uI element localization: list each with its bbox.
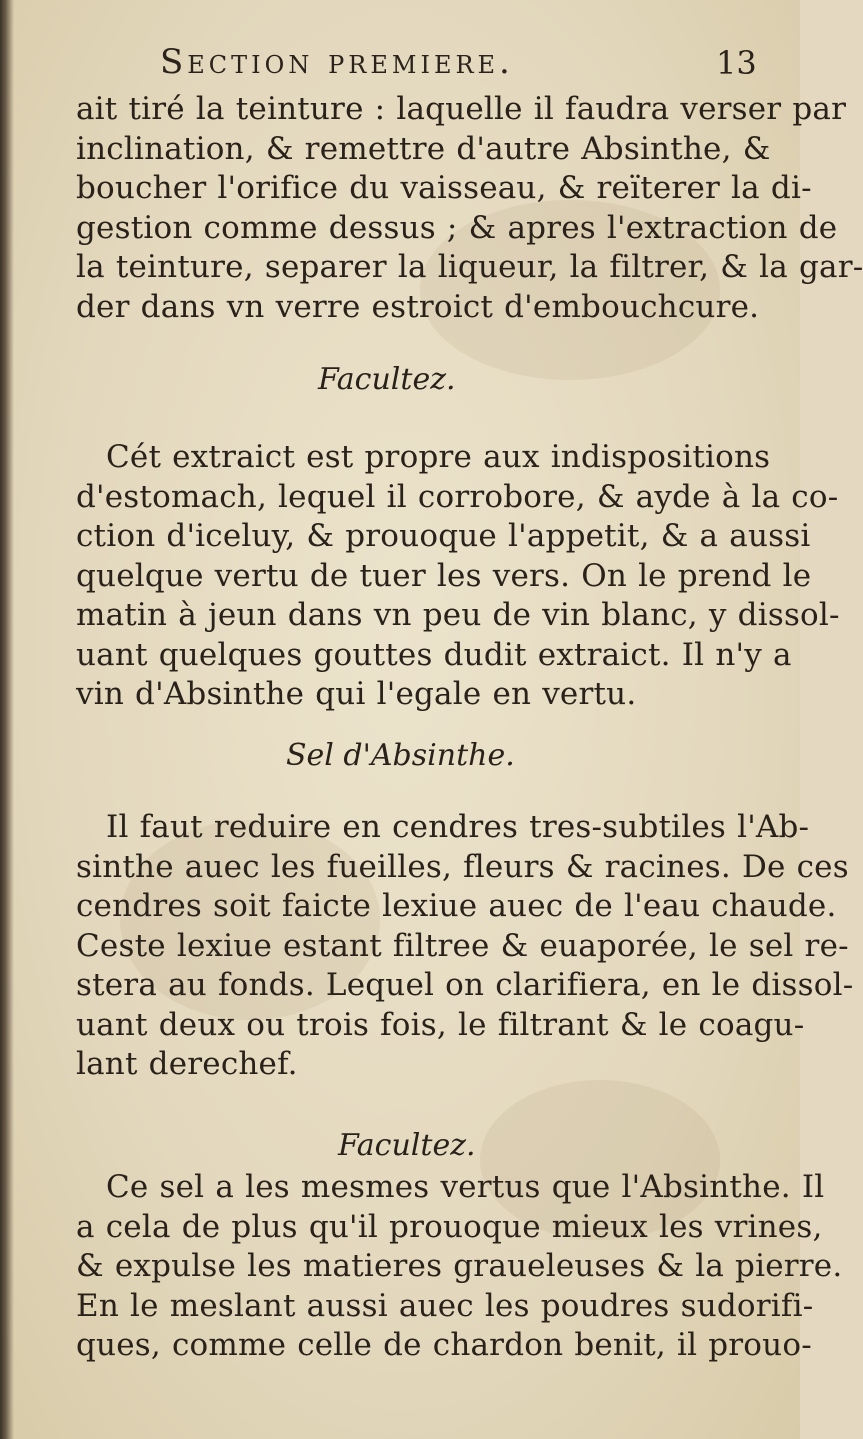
section-heading-facultez: Facultez.: [318, 362, 456, 397]
text-line: ait tiré la teinture : laquelle il faudra verser par: [76, 91, 847, 127]
text-line: stera au fonds. Lequel on clarifiera, en le dissol-: [76, 967, 854, 1003]
text-line: & expulse les matieres graueleuses & la pierre.: [76, 1248, 843, 1284]
text-line: vin d'Absinthe qui l'egale en vertu.: [76, 676, 637, 712]
paragraph-faculties-extract: [76, 438, 840, 715]
paragraph-salt-preparation: [76, 808, 854, 1085]
text-line: d'estomach, lequel il corrobore, & ayde à la co-: [76, 478, 839, 515]
page-number: 13: [716, 44, 757, 82]
text-line: Ceste lexiue estant filtree & euaporée, le sel re-: [76, 927, 849, 964]
text-line: Il faut reduire en cendres tres-subtiles l'Ab-: [106, 809, 810, 845]
text-line: boucher l'orifice du vaisseau, & reïterer la di-: [76, 170, 812, 206]
text-line: gestion comme dessus ; & apres l'extraction de: [76, 209, 838, 246]
paragraph-faculties-salt: [76, 1168, 843, 1366]
text-line: la teinture, separer la liqueur, la filtrer, & la gar-: [76, 249, 863, 285]
text-line: Ce sel a les mesmes vertus que l'Absinthe. Il: [106, 1169, 825, 1205]
running-header: Section premiere.: [160, 42, 514, 82]
section-heading-facultez-2: Facultez.: [338, 1128, 476, 1163]
text-line: uant quelques gouttes dudit extraict. Il n'y a: [76, 636, 792, 673]
text-line: cendres soit faicte lexiue auec de l'eau chaude.: [76, 888, 837, 924]
text-line: matin à jeun dans vn peu de vin blanc, y dissol-: [76, 597, 840, 633]
text-line: der dans vn verre estroict d'embouchcure.: [76, 288, 760, 325]
text-line: ques, comme celle de chardon benit, il prouo-: [76, 1327, 812, 1363]
text-line: quelque vertu de tuer les vers. On le prend le: [76, 557, 812, 594]
section-heading-sel-absinthe: Sel d'Absinthe.: [286, 738, 515, 773]
text-line: inclination, & remettre d'autre Absinthe, &: [76, 130, 771, 167]
text-line: uant deux ou trois fois, le filtrant & le coagu-: [76, 1006, 805, 1043]
text-line: a cela de plus qu'il prouoque mieux les vrines,: [76, 1208, 823, 1245]
text-line: Cét extraict est propre aux indispositions: [106, 439, 771, 475]
text-line: sinthe auec les fueilles, fleurs & racines. De ces: [76, 848, 849, 885]
binding-edge: [0, 0, 14, 1439]
text-line: lant derechef.: [76, 1046, 298, 1082]
text-line: En le meslant aussi auec les poudres sudorifi-: [76, 1287, 814, 1324]
paragraph-preparation: [76, 90, 863, 327]
text-line: ction d'iceluy, & prouoque l'appetit, & a aussi: [76, 518, 811, 554]
